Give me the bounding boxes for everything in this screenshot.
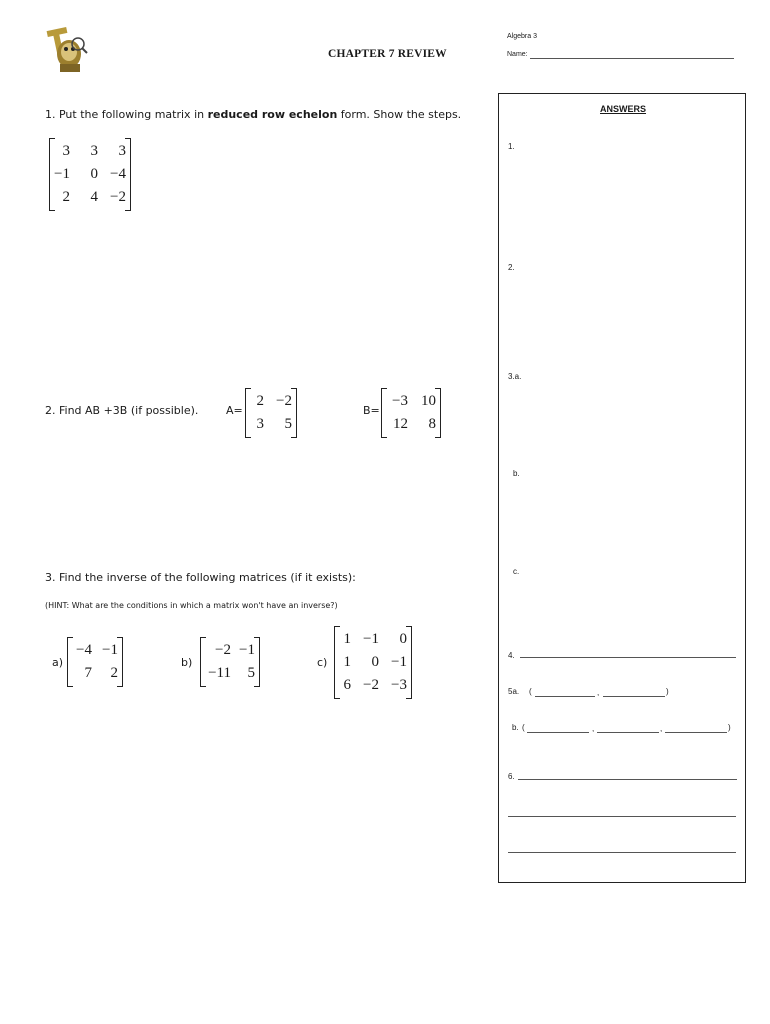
course-label: Algebra 3 [507, 33, 537, 40]
matrix-cell: 12 [393, 416, 408, 432]
matrix-cell: 1 [343, 631, 351, 647]
page-title: CHAPTER 7 REVIEW [328, 48, 447, 60]
matrix-cell: 0 [90, 166, 98, 182]
matrix-cell: −1 [363, 631, 379, 647]
matrix-b [381, 388, 441, 438]
matrix-cell: −1 [54, 166, 70, 182]
part-c-label: c) [317, 656, 328, 669]
matrix-cell: 3 [90, 143, 98, 159]
matrix-cell: 8 [428, 416, 436, 432]
matrix-cell: 2 [62, 189, 70, 205]
answer-1-label: 1. [508, 142, 515, 151]
answer-3c-label: c. [513, 567, 520, 576]
matrix-cell: −2 [276, 393, 292, 409]
answer-5a-open-paren: ( [529, 687, 532, 696]
answer-6-label: 6. [508, 772, 515, 781]
answer-4-label: 4. [508, 651, 515, 660]
logo-icon [44, 26, 90, 74]
matrix-cell: 4 [90, 189, 98, 205]
matrix-cell: 3 [62, 143, 70, 159]
answer-5b-label: b. [512, 723, 519, 732]
matrix-cell: 2 [256, 393, 264, 409]
answer-5a-y-line[interactable] [603, 696, 665, 697]
answer-5b-open-paren: ( [522, 723, 525, 732]
matrix-cell: −11 [208, 665, 231, 681]
matrix-cell: −3 [391, 677, 407, 693]
matrix-cell: −2 [363, 677, 379, 693]
matrix-cell: −1 [239, 642, 255, 658]
matrix-cell: −1 [102, 642, 118, 658]
answers-box [498, 93, 746, 883]
question-1 [45, 108, 461, 121]
matrix-a-label: A= [226, 404, 243, 417]
matrix-cell: −3 [392, 393, 408, 409]
matrix-cell: 2 [110, 665, 118, 681]
question-1-text-start: 1. Put the following matrix in [45, 108, 208, 121]
answer-4-line[interactable] [520, 657, 736, 658]
matrix-cell: −2 [110, 189, 126, 205]
matrix-cell: 1 [343, 654, 351, 670]
question-1-bold-text: reduced row echelon [207, 108, 338, 121]
answer-3a-label: 3.a. [508, 372, 522, 381]
matrix-cell: −4 [76, 642, 92, 658]
answer-6-line-3[interactable] [508, 852, 736, 853]
matrix-cell: −1 [391, 654, 407, 670]
question-2: 2. Find AB +3B (if possible). [45, 404, 199, 417]
question-3-hint: (HINT: What are the conditions in which a matrix won't have an inverse?) [45, 601, 338, 610]
answer-5b-comma-1: , [592, 724, 595, 733]
name-field[interactable] [530, 58, 734, 59]
answer-2-label: 2. [508, 263, 515, 272]
matrix-cell: 6 [343, 677, 351, 693]
answer-5a-comma: , [597, 688, 600, 697]
name-label: Name: [507, 51, 528, 58]
inverse-matrix-b [200, 637, 260, 687]
matrix-b-label: B= [363, 404, 380, 417]
matrix-a [245, 388, 297, 438]
inverse-matrix-a [67, 637, 123, 687]
part-b-label: b) [181, 656, 193, 669]
matrix-cell: 10 [421, 393, 436, 409]
answer-5b-z-line[interactable] [665, 732, 727, 733]
answer-5b-close-paren: ) [728, 723, 731, 732]
matrix-cell: 5 [284, 416, 292, 432]
answer-5a-label: 5a. [508, 687, 520, 696]
answer-5a-x-line[interactable] [535, 696, 595, 697]
matrix-cell: −4 [110, 166, 126, 182]
answer-6-line-1[interactable] [518, 779, 737, 780]
answer-5b-comma-2: , [660, 724, 663, 733]
matrix-cell: 7 [84, 665, 92, 681]
answer-6-line-2[interactable] [508, 816, 736, 817]
answer-3b-label: b. [513, 469, 520, 478]
part-a-label: a) [52, 656, 64, 669]
matrix-cell: −2 [215, 642, 231, 658]
question-1-matrix [49, 138, 131, 211]
matrix-cell: 3 [118, 143, 126, 159]
question-3: 3. Find the inverse of the following matrices (if it exists): [45, 571, 356, 584]
answer-5b-y-line[interactable] [597, 732, 659, 733]
answer-5b-x-line[interactable] [527, 732, 589, 733]
matrix-cell: 0 [371, 654, 379, 670]
answer-5a-close-paren: ) [666, 687, 669, 696]
matrix-cell: 0 [399, 631, 407, 647]
answers-title: ANSWERS [600, 104, 647, 114]
inverse-matrix-c [334, 626, 412, 699]
matrix-cell: 5 [247, 665, 255, 681]
matrix-cell: 3 [256, 416, 264, 432]
question-1-text-end: form. Show the steps. [337, 108, 462, 121]
